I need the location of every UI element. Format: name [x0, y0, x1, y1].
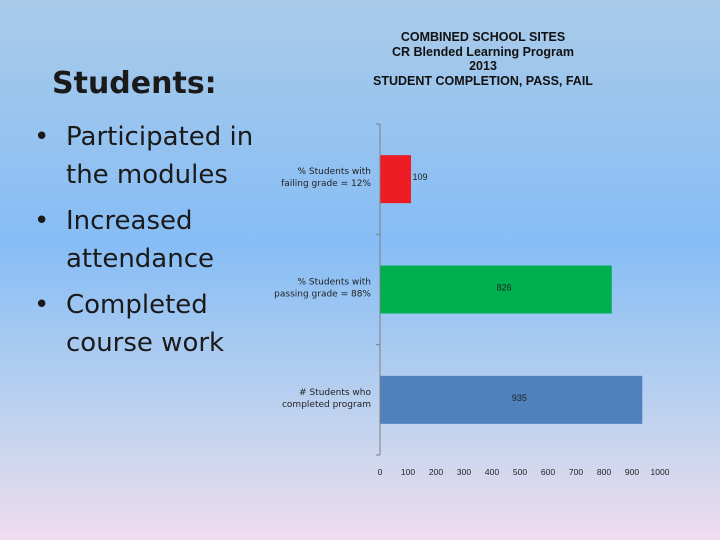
- bullet-marker: •: [34, 122, 50, 152]
- chart-title-line: COMBINED SCHOOL SITES: [400, 30, 566, 44]
- category-label: % Students with: [297, 277, 371, 288]
- x-tick-label: 1000: [650, 467, 670, 477]
- category-label: failing grade = 12%: [281, 179, 371, 190]
- data-label: 826: [496, 282, 512, 293]
- bullet-marker: •: [34, 290, 50, 320]
- data-label: 935: [511, 392, 527, 403]
- category-label: passing grade = 88%: [274, 289, 371, 300]
- chart-title-line: 2013: [469, 59, 497, 73]
- chart-title-line: CR Blended Learning Program: [392, 44, 574, 59]
- x-tick-label: 100: [400, 467, 416, 477]
- category-label: # Students who: [299, 387, 371, 398]
- category-label: % Students with: [297, 167, 371, 178]
- x-tick-label: 0: [377, 467, 383, 477]
- bullet-text: Increased attendance: [66, 206, 215, 274]
- bullet-text: Completed course work: [66, 290, 225, 358]
- x-tick-label: 500: [512, 467, 528, 477]
- x-tick-label: 600: [540, 467, 556, 477]
- bullet-marker: •: [34, 206, 50, 236]
- chart-title-line: STUDENT COMPLETION, PASS, FAIL: [373, 73, 593, 88]
- category-label: completed program: [281, 399, 371, 410]
- x-tick-label: 800: [596, 467, 612, 477]
- x-tick-label: 700: [568, 467, 584, 477]
- x-tick-label: 300: [456, 467, 472, 477]
- x-tick-label: 200: [428, 467, 444, 477]
- bullet-text: Participated in the modules: [66, 122, 254, 190]
- slide-title: Students:: [52, 66, 217, 101]
- x-tick-label: 900: [624, 467, 640, 477]
- bar: [381, 155, 412, 203]
- x-tick-label: 400: [484, 467, 500, 477]
- data-label: 109: [412, 172, 428, 183]
